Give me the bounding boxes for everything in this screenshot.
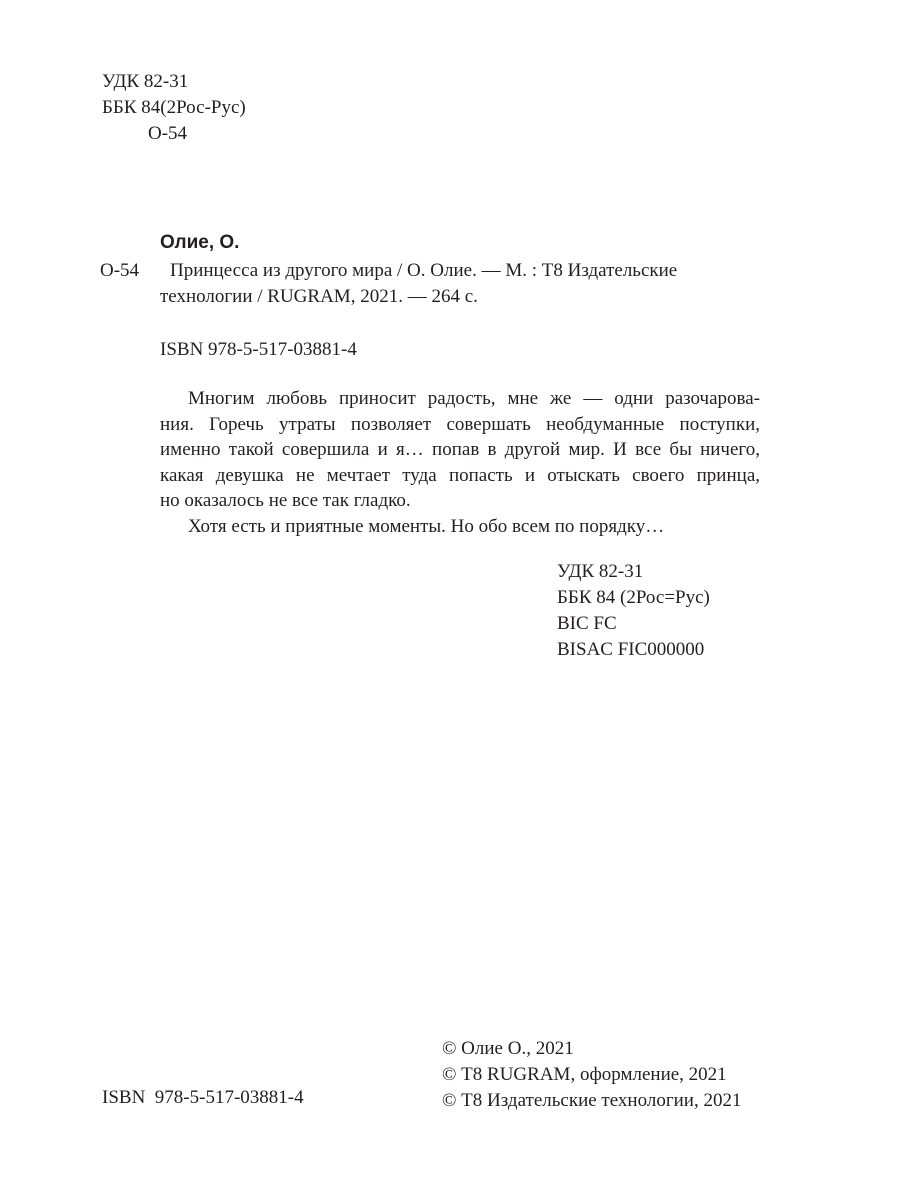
copyright-line: © Т8 RUGRAM, оформление, 2021 (442, 1064, 727, 1085)
udk-code-right: УДК 82-31 (557, 561, 644, 582)
udk-code: УДК 82-31 (102, 71, 189, 92)
bbk-code-right: ББК 84 (2Рос=Рус) (557, 587, 710, 608)
copyright-block (442, 1036, 741, 1114)
bib-title-line-1: Принцесса из другого мира / О. Олие. — М. : Т8 Издательские (170, 260, 678, 281)
annotation (160, 386, 760, 539)
annotation-line: Многим любовь приносит радость, мне же — одни разочарова- (188, 388, 760, 409)
bbk-code: ББК 84(2Рос-Рус) (102, 97, 246, 118)
annotation-line: какая девушка не мечтает туда попасть и отыскать своего принца, (160, 464, 760, 486)
isbn-footer: ISBN 978-5-517-03881-4 (102, 1087, 304, 1108)
annotation-line: именно такой совершила и я… попав в другой мир. И все бы ничего, (160, 439, 760, 460)
author-sign: О-54 (148, 123, 188, 144)
top-classification-block (102, 69, 246, 147)
annotation-second-paragraph: Хотя есть и приятные моменты. Но обо всем по порядку… (188, 515, 665, 537)
bibliographic-entry (160, 258, 678, 310)
bic-code: BIC FC (557, 613, 617, 634)
bib-title-line-2: технологии / RUGRAM, 2021. — 264 с. (160, 286, 478, 307)
copyright-line: © Олие О., 2021 (442, 1038, 574, 1059)
isbn-main: ISBN 978-5-517-03881-4 (160, 339, 357, 360)
right-classification-block (557, 559, 710, 663)
author-heading: Олие, О. (160, 232, 240, 253)
bisac-code: BISAC FIC000000 (557, 639, 705, 660)
catalog-code: О-54 (100, 260, 140, 281)
annotation-line: ния. Горечь утраты позволяет совершать необдуманные поступки, (160, 413, 760, 435)
copyright-line: © Т8 Издательские технологии, 2021 (442, 1090, 742, 1111)
annotation-line: но оказалось не все так гладко. (160, 490, 411, 511)
